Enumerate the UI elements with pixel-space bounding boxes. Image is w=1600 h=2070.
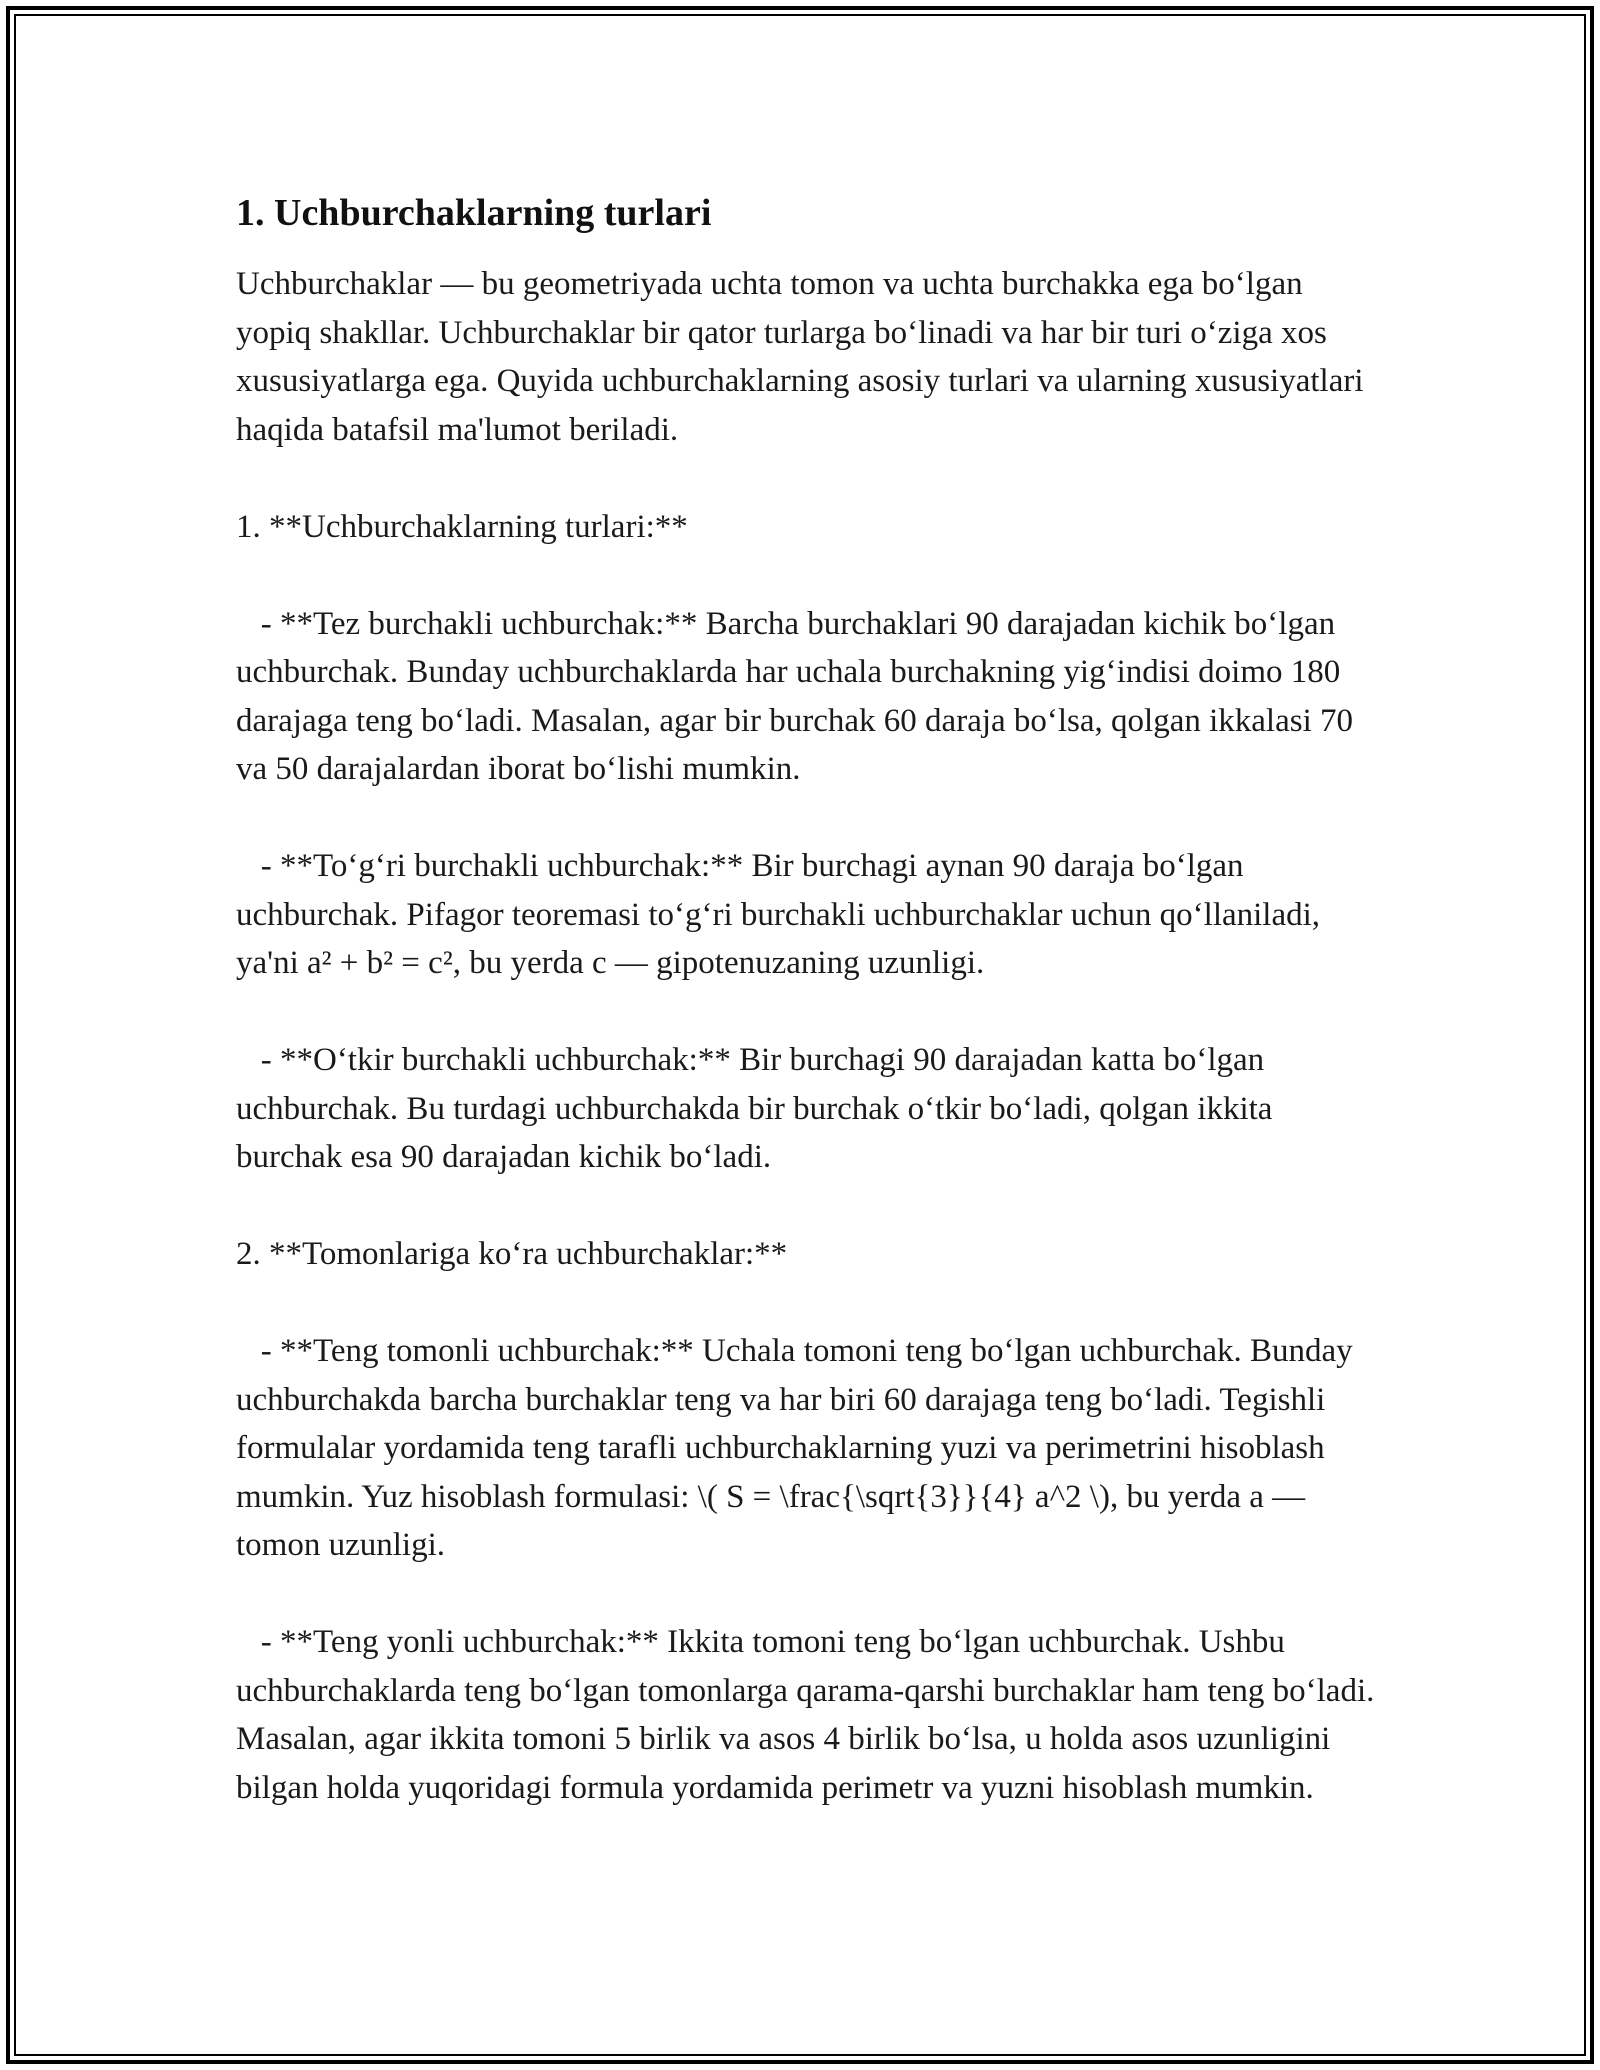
document-title: 1. Uchburchaklarning turlari (236, 192, 712, 234)
list-item-right-triangle: - **To‘g‘ri burchakli uchburchak:** Bir burchagi aynan 90 daraja bo‘lgan uchburchak. Pifagor teoremasi to‘g‘ri burchakli uchburchaklar uchun qo‘llaniladi, ya'ni a² + b² = c², bu yerda c — gipotenuzaning uzunligi. (236, 848, 1329, 981)
list-item-equilateral-triangle: - **Teng tomonli uchburchak:** Uchala tomoni teng bo‘lgan uchburchak. Bunday uchburchakda barcha burchaklar teng va har biri 60 darajaga teng bo‘ladi. Tegishli formulalar yordamida teng tarafli uchburchaklarning yuzi va perimetrini hisoblash mumkin. Yuz hisoblash formulasi: \( S = \frac{\sqrt{3}}{4} a^2 \), bu yerda a — tomon uzunligi. (236, 1333, 1361, 1563)
list-item-isosceles-triangle: - **Teng yonli uchburchak:** Ikkita tomoni teng bo‘lgan uchburchak. Ushbu uchburchaklarda teng bo‘lgan tomonlarga qarama-qarshi burchaklar ham teng bo‘ladi. Masalan, agar ikkita tomoni 5 birlik va asos 4 birlik bo‘lsa, u holda asos uzunligini bilgan holda yuqoridagi formula yordamida perimetr va yuzni hisoblash mumkin. (236, 1624, 1383, 1806)
document-body (236, 188, 1383, 1861)
list-item-acute-triangle: - **Tez burchakli uchburchak:** Barcha burchaklari 90 darajadan kichik bo‘lgan uchburchak. Bunday uchburchaklarda har uchala burchakning yig‘indisi doimo 180 darajaga teng bo‘ladi. Masalan, agar bir burchak 60 daraja bo‘lsa, qolgan ikkalasi 70 va 50 darajalardan iborat bo‘lishi mumkin. (236, 605, 1362, 787)
section-heading-sides: 2. **Tomonlariga ko‘ra uchburchaklar:** (236, 1236, 788, 1272)
section-heading-types: 1. **Uchburchaklarning turlari:** (236, 508, 688, 545)
intro-paragraph: Uchburchaklar — bu geometriyada uchta tomon va uchta burchakka ega bo‘lgan yopiq shakllar. Uchburchaklar bir qator turlarga bo‘linadi va har bir turi o‘ziga xos xususiyatlarga ega. Quyida uchburchaklarning asosiy turlari va ularning xususiyatlari haqida batafsil ma'lumot beriladi. (236, 266, 1372, 448)
list-item-obtuse-triangle: - **O‘tkir burchakli uchburchak:** Bir burchagi 90 darajadan katta bo‘lgan uchburchak. Bu turdagi uchburchakda bir burchak o‘tkir bo‘ladi, qolgan ikkita burchak esa 90 darajadan kichik bo‘ladi. (236, 1042, 1281, 1175)
